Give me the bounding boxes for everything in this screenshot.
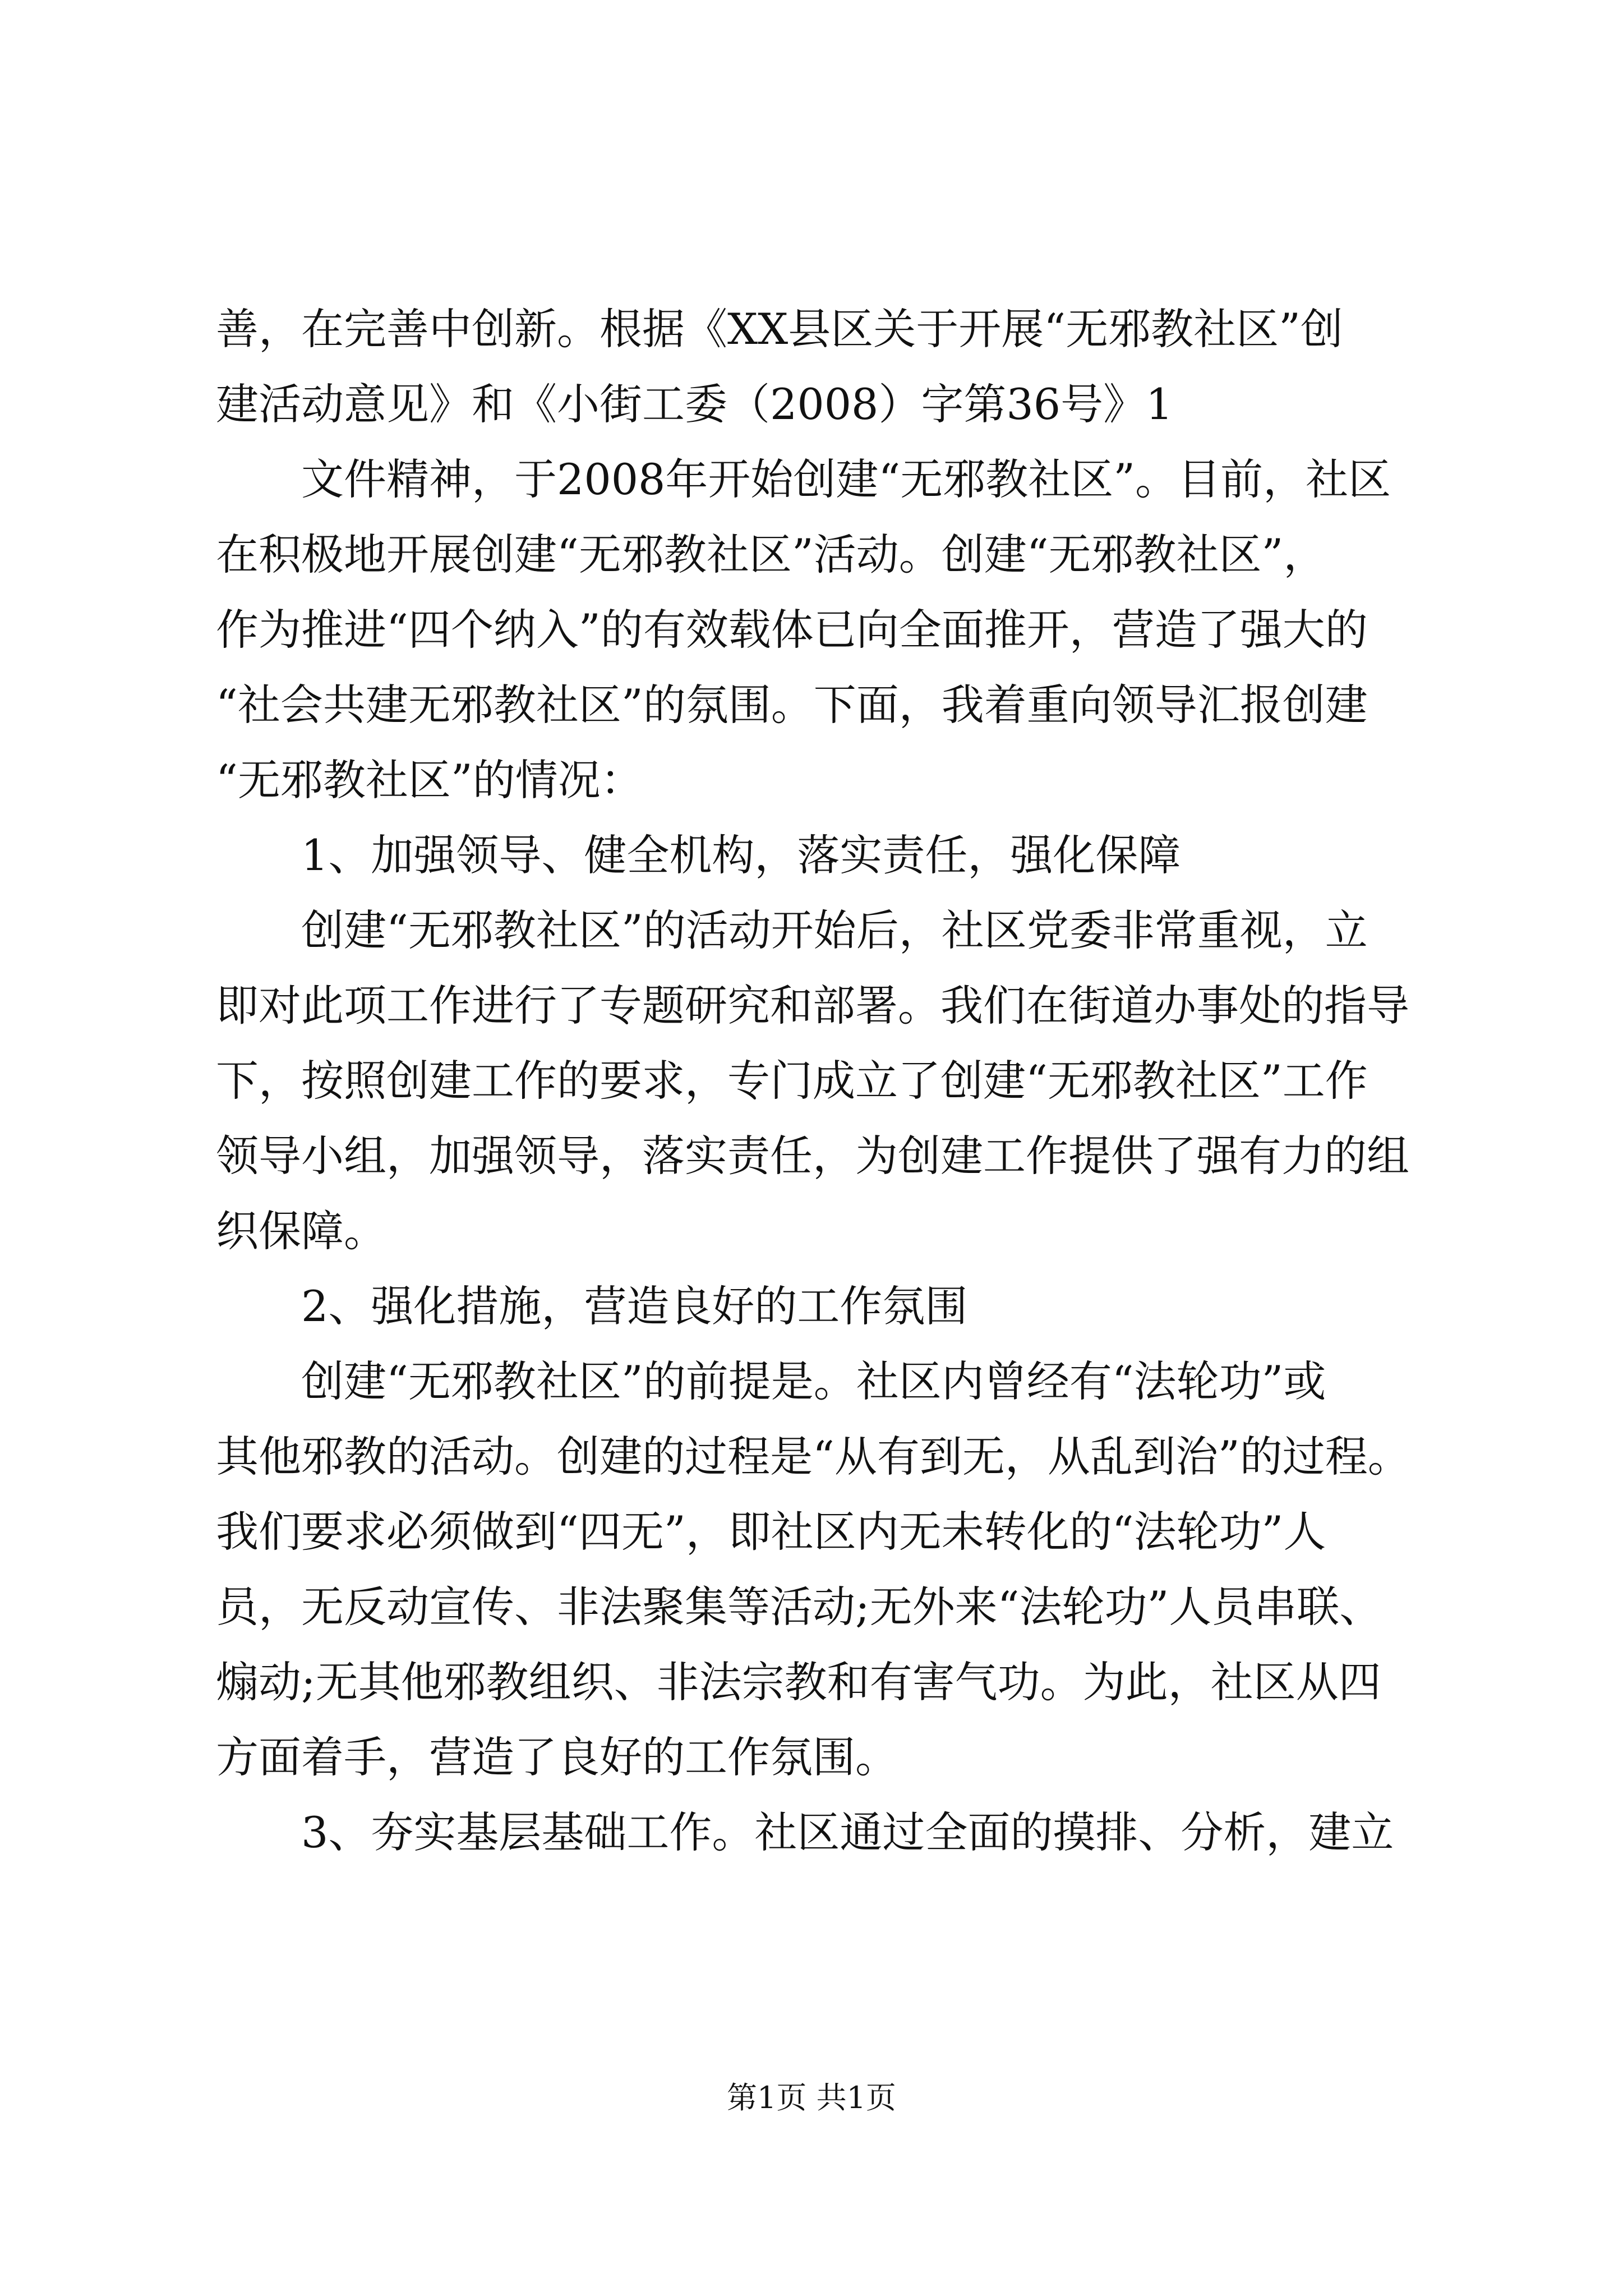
paragraph-start-line: 创建“无邪教社区”的前提是。社区内曾经有“法轮功”或	[301, 1356, 1326, 1406]
paragraph-start-line: 文件精神，于2008年开始创建“无邪教社区”。目前，社区	[301, 454, 1391, 504]
text-line: 作为推进“四个纳入”的有效载体已向全面推开，营造了强大的	[216, 605, 1368, 655]
paragraph-start-line: 创建“无邪教社区”的活动开始后，社区党委非常重视，立	[301, 905, 1368, 955]
text-line: 下，按照创建工作的要求，专门成立了创建“无邪教社区”工作	[216, 1056, 1368, 1106]
text-line: 煽动;无其他邪教组织、非法宗教和有害气功。为此，社区从四	[216, 1657, 1381, 1707]
text-line: 员，无反动宣传、非法聚集等活动;无外来“法轮功”人员串联、	[216, 1582, 1382, 1632]
text-line: 我们要求必须做到“四无”，即社区内无未转化的“法轮功”人	[216, 1507, 1326, 1557]
text-line: 即对此项工作进行了专题研究和部署。我们在街道办事处的指导	[216, 981, 1409, 1030]
text-line: 领导小组，加强领导，落实责任，为创建工作提供了强有力的组	[216, 1131, 1409, 1181]
text-line: 方面着手，营造了良好的工作氛围。	[216, 1732, 898, 1782]
section-heading-3: 3、夯实基层基础工作。社区通过全面的摸排、分析，建立	[301, 1807, 1394, 1857]
document-body	[216, 292, 1427, 1870]
text-line: 其他邪教的活动。创建的过程是“从有到无，从乱到治”的过程。	[216, 1432, 1410, 1481]
section-heading-1: 1、加强领导、健全机构，落实责任，强化保障	[301, 830, 1181, 880]
text-line: 建活动意见》和《小街工委（2008）字第36号》1	[216, 379, 1173, 429]
text-line: “无邪教社区”的情况：	[216, 755, 643, 805]
text-line: 织保障。	[216, 1206, 386, 1256]
section-heading-2: 2、强化措施，营造良好的工作氛围	[301, 1281, 968, 1331]
page-footer: 第1页 共1页	[727, 2080, 896, 2115]
text-line: “社会共建无邪教社区”的氛围。下面，我着重向领导汇报创建	[216, 680, 1368, 730]
text-line: 善，在完善中创新。根据《XX县区关于开展“无邪教社区”创	[216, 304, 1343, 354]
text-line: 在积极地开展创建“无邪教社区”活动。创建“无邪教社区”，	[216, 530, 1326, 579]
